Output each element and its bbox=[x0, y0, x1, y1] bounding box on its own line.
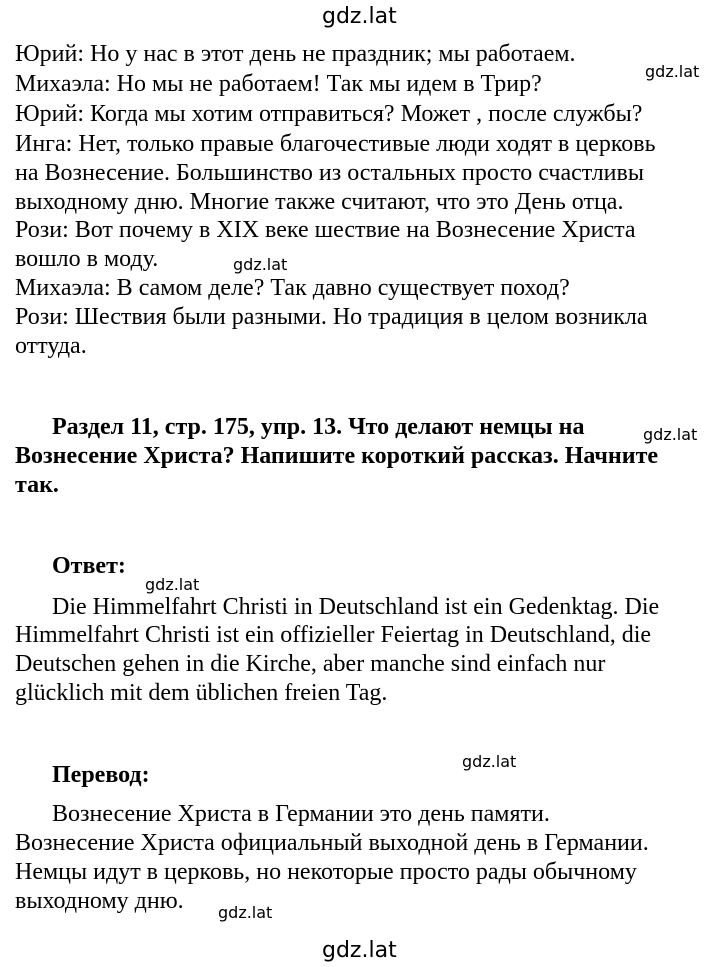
watermark-bottom: gdz.lat bbox=[322, 938, 397, 963]
answer-line: Die Himmelfahrt Christi in Deutschland ist ein Gedenktag. Die bbox=[52, 594, 660, 620]
task-heading: Вознесение Христа? Напишите короткий рассказ. Начните bbox=[15, 443, 659, 469]
dialogue-line: на Вознесение. Большинство из остальных просто счастливы bbox=[15, 160, 644, 186]
watermark: gdz.lat bbox=[218, 903, 273, 922]
watermark: gdz.lat bbox=[233, 255, 288, 274]
dialogue-line: Рози: Шествия были разными. Но традиция в целом возникла bbox=[15, 304, 648, 330]
dialogue-line: выходному дню. Многие также считают, что это День отца. bbox=[15, 189, 624, 215]
watermark: gdz.lat bbox=[643, 425, 698, 444]
task-heading: так. bbox=[15, 472, 59, 498]
task-heading: Раздел 11, стр. 175, упр. 13. Что делают немцы на bbox=[52, 414, 585, 440]
answer-heading: Ответ: bbox=[52, 553, 126, 579]
answer-line: glücklich mit dem üblichen freien Tag. bbox=[15, 680, 388, 706]
dialogue-line: Михаэла: В самом деле? Так давно существует поход? bbox=[15, 275, 570, 301]
dialogue-line: Юрий: Когда мы хотим отправиться? Может , после службы? bbox=[15, 101, 643, 127]
translation-heading: Перевод: bbox=[52, 762, 150, 788]
translation-line: Немцы идут в церковь, но некоторые просто рады обычному bbox=[15, 859, 637, 885]
translation-line: выходному дню. bbox=[15, 888, 184, 914]
dialogue-line: вошло в моду. bbox=[15, 246, 159, 272]
translation-line: Вознесение Христа официальный выходной день в Германии. bbox=[15, 830, 649, 856]
dialogue-line: Рози: Вот почему в XIX веке шествие на Вознесение Христа bbox=[15, 217, 636, 243]
watermark: gdz.lat bbox=[145, 575, 200, 594]
translation-line: Вознесение Христа в Германии это день памяти. bbox=[52, 801, 550, 827]
answer-line: Deutschen gehen in die Kirche, aber manche sind einfach nur bbox=[15, 651, 606, 677]
answer-line: Himmelfahrt Christi ist ein offizieller Feiertag in Deutschland, die bbox=[15, 622, 652, 648]
watermark-top: gdz.lat bbox=[322, 4, 397, 29]
watermark: gdz.lat bbox=[645, 62, 700, 81]
dialogue-line: Инга: Нет, только правые благочестивые люди ходят в церковь bbox=[15, 131, 656, 157]
dialogue-line: Юрий: Но у нас в этот день не праздник; мы работаем. bbox=[15, 41, 576, 67]
watermark: gdz.lat bbox=[462, 752, 517, 771]
dialogue-line: оттуда. bbox=[15, 333, 87, 359]
dialogue-line: Михаэла: Но мы не работаем! Так мы идем в Трир? bbox=[15, 71, 542, 97]
